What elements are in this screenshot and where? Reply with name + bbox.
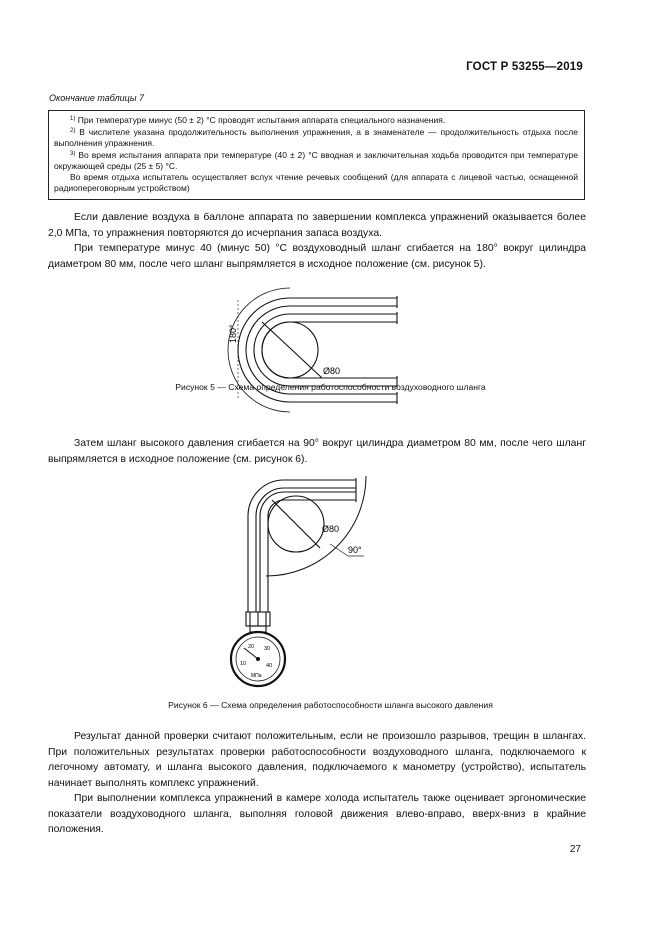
fig6-tick-10: 10 [240, 661, 247, 667]
note-4-text: Во время отдыха испытатель осуществляет вслух чтение речевых сообщений (для аппарата с лицевой частью, оснащенной радиопереговорным устройством) [54, 172, 578, 193]
page-number: 27 [569, 844, 581, 855]
fig6-tick-30: 30 [264, 646, 271, 652]
table-caption: Окончание таблицы 7 [49, 93, 144, 103]
body-block-3 [48, 729, 586, 838]
note-3-text: Во время испытания аппарата при температуре (40 ± 2) °С вводная и заключительная ходьба проводится при температуре окружающей среды (25 ± 5) °С. [54, 150, 578, 171]
paragraph-1: Если давление воздуха в баллоне аппарата по завершении комплекса упражнений оказывается более 2,0 МПа, то упражнения повторяются до исчерпания запаса воздуха. [48, 212, 586, 239]
note-2-mark: 2) [70, 128, 76, 134]
paragraph-5: При выполнении комплекса упражнений в камере холода испытатель также оценивает эргономические показатели воздуховодного шланга, выполняя головой движения влево-вправо, вверх-вниз в крайние положения. [48, 793, 586, 835]
fig6-hose-inner-2 [268, 500, 356, 612]
paragraph-4: Результат данной проверки считают положительным, если не произошло разрывов, трещин в шлангах. При положительных результатах проверки работоспособности воздуховодного шланга, подключаемого к легочному автомату, и шланга высокого давления, подключаемого к манометру (устройство), испытатель начинает выполнять комплекс упражнений. [48, 731, 586, 789]
note-3-mark: 3) [70, 151, 76, 157]
note-2-text: В числителе указана продолжительность выполнения упражнения, а в знаменателе — продолжительность отдыха после выполнения упражнения. [54, 127, 578, 148]
note-1-mark: 1) [70, 116, 76, 122]
fig6-tick-40: 40 [266, 663, 273, 669]
fig6-angle-arc [266, 476, 366, 576]
fig6-gauge-pivot [256, 657, 260, 661]
fig5-diameter-label: Ø80 [323, 366, 341, 376]
paragraph-2: При температуре минус 40 (минус 50) °С воздуховодный шланг сгибается на 180° вокруг цилиндра диаметром 80 мм, после чего шланг выпрямляется в исходное положение (см. рисунок 5). [48, 243, 586, 270]
figure-6-caption: Рисунок 6 — Схема определения работоспособности шланга высокого давления [168, 700, 493, 710]
standard-id: ГОСТ Р 53255—2019 [466, 61, 583, 73]
fig6-gauge-unit: МПа [251, 673, 262, 679]
fig5-angle-label: 180° [228, 324, 238, 343]
fig6-tick-20: 20 [248, 644, 255, 650]
fig6-diameter-label: Ø80 [322, 524, 340, 534]
fig6-angle-label: 90° [348, 545, 362, 555]
fig6-diameter-line [272, 500, 320, 548]
figure-5-caption: Рисунок 5 — Схема определения работоспособности воздуховодного шланга [175, 382, 486, 392]
note-1-text: При температуре минус (50 ± 2) °С проводят испытания аппарата специального назначения. [77, 115, 446, 125]
paragraph-3: Затем шланг высокого давления сгибается на 90° вокруг цилиндра диаметром 80 мм, после чего шланг выпрямляется в исходное положение (см. рисунок 6). [48, 438, 586, 465]
